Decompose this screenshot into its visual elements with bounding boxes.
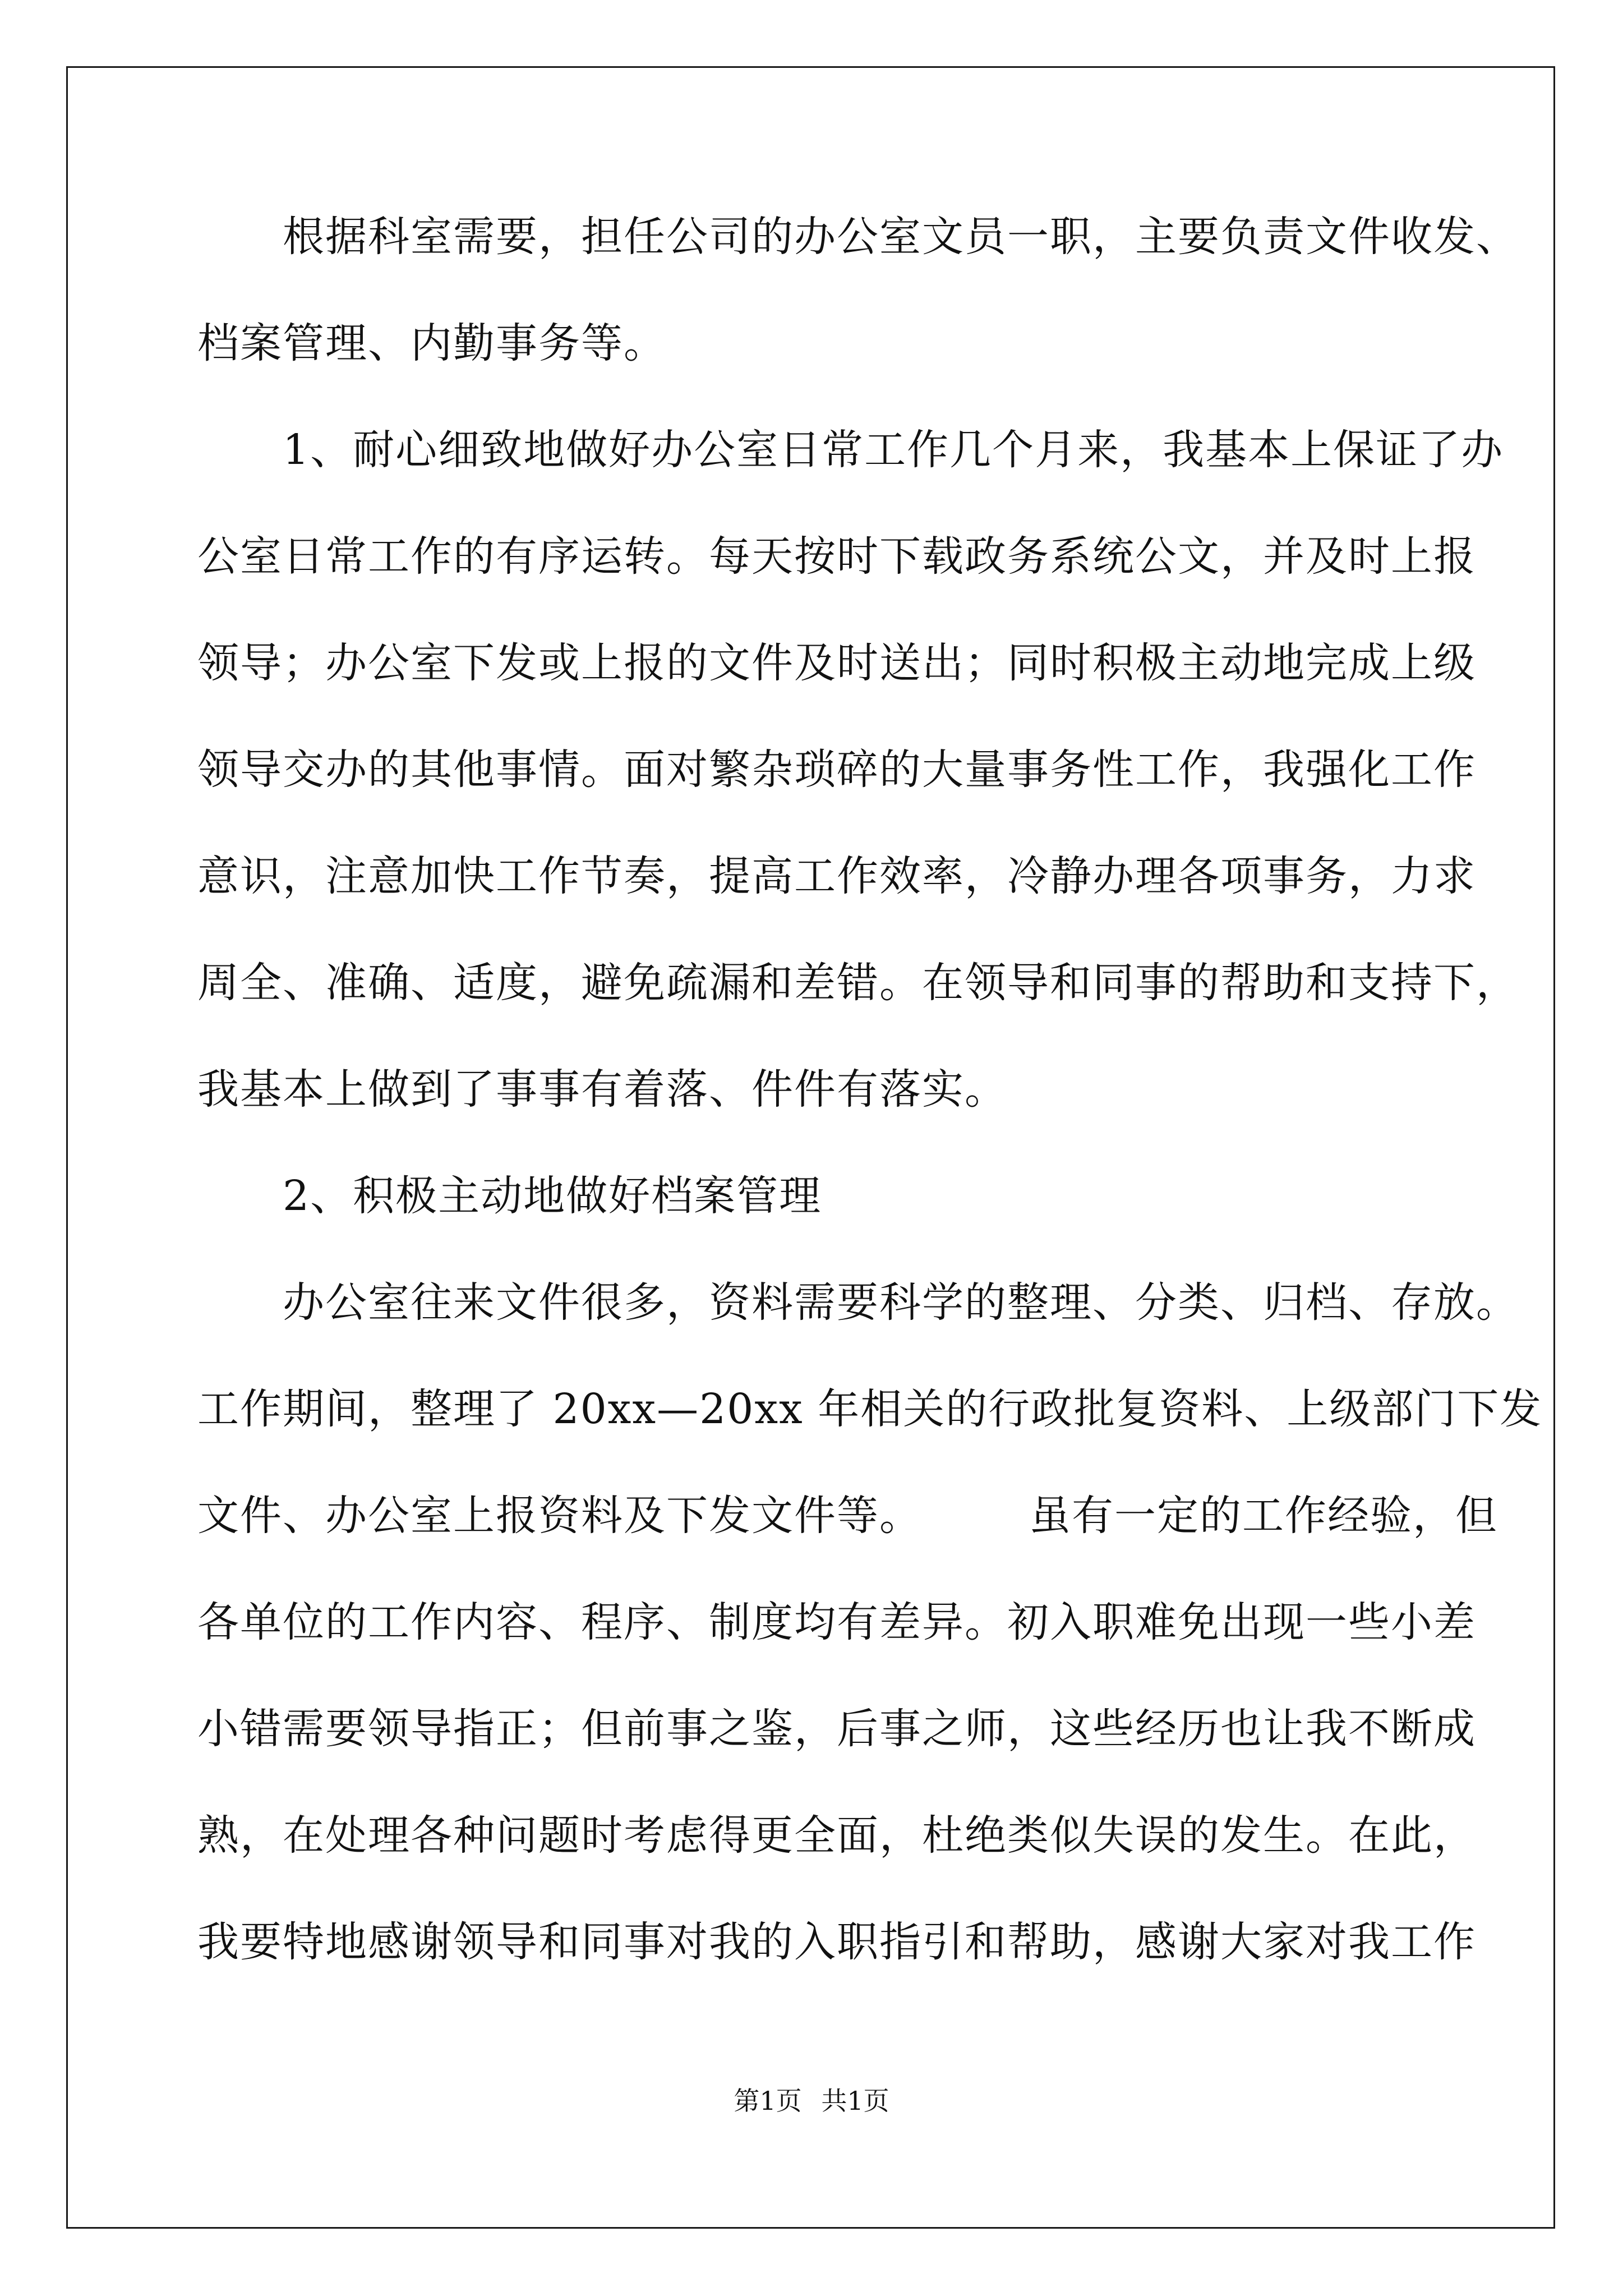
- page-number: 第1页: [734, 2086, 802, 2116]
- page-border: [66, 66, 1555, 2229]
- text-line: 小错需要领导指正；但前事之鉴，后事之师，这些经历也让我不断成: [197, 1705, 1476, 1753]
- page-footer: [0, 2084, 1623, 2118]
- text-line: 档案管理、内勤事务等。: [197, 319, 666, 367]
- text-line: 2、积极主动地做好档案管理: [197, 1172, 822, 1220]
- text-line: 领导交办的其他事情。面对繁杂琐碎的大量事务性工作，我强化工作: [197, 746, 1476, 794]
- text-line: 文件、办公室上报资料及下发文件等。 虽有一定的工作经验，但: [197, 1492, 1498, 1540]
- text-line: 领导；办公室下发或上报的文件及时送出；同时积极主动地完成上级: [197, 639, 1476, 687]
- text-line: 周全、准确、适度，避免疏漏和差错。在领导和同事的帮助和支持下，: [197, 959, 1519, 1007]
- text-line: 各单位的工作内容、程序、制度均有差异。初入职难免出现一些小差: [197, 1598, 1476, 1646]
- text-line: 我要特地感谢领导和同事对我的入职指引和帮助，感谢大家对我工作: [197, 1918, 1476, 1966]
- text-line: 根据科室需要，担任公司的办公室文员一职，主要负责文件收发、: [197, 213, 1519, 261]
- text-line: 意识，注意加快工作节奏，提高工作效率，冷静办理各项事务，力求: [197, 852, 1476, 900]
- text-line: 1、耐心细致地做好办公室日常工作几个月来，我基本上保证了办: [197, 426, 1504, 474]
- page-total: 共1页: [821, 2086, 889, 2116]
- text-line: 熟，在处理各种问题时考虑得更全面，杜绝类似失误的发生。在此，: [197, 1811, 1476, 1860]
- text-line: 公室日常工作的有序运转。每天按时下载政务系统公文，并及时上报: [197, 532, 1476, 581]
- text-line: 工作期间，整理了 20xx—20xx 年相关的行政批复资料、上级部门下发: [197, 1385, 1543, 1433]
- text-line: 办公室往来文件很多，资料需要科学的整理、分类、归档、存放。: [197, 1278, 1519, 1327]
- text-line: 我基本上做到了事事有着落、件件有落实。: [197, 1065, 1007, 1114]
